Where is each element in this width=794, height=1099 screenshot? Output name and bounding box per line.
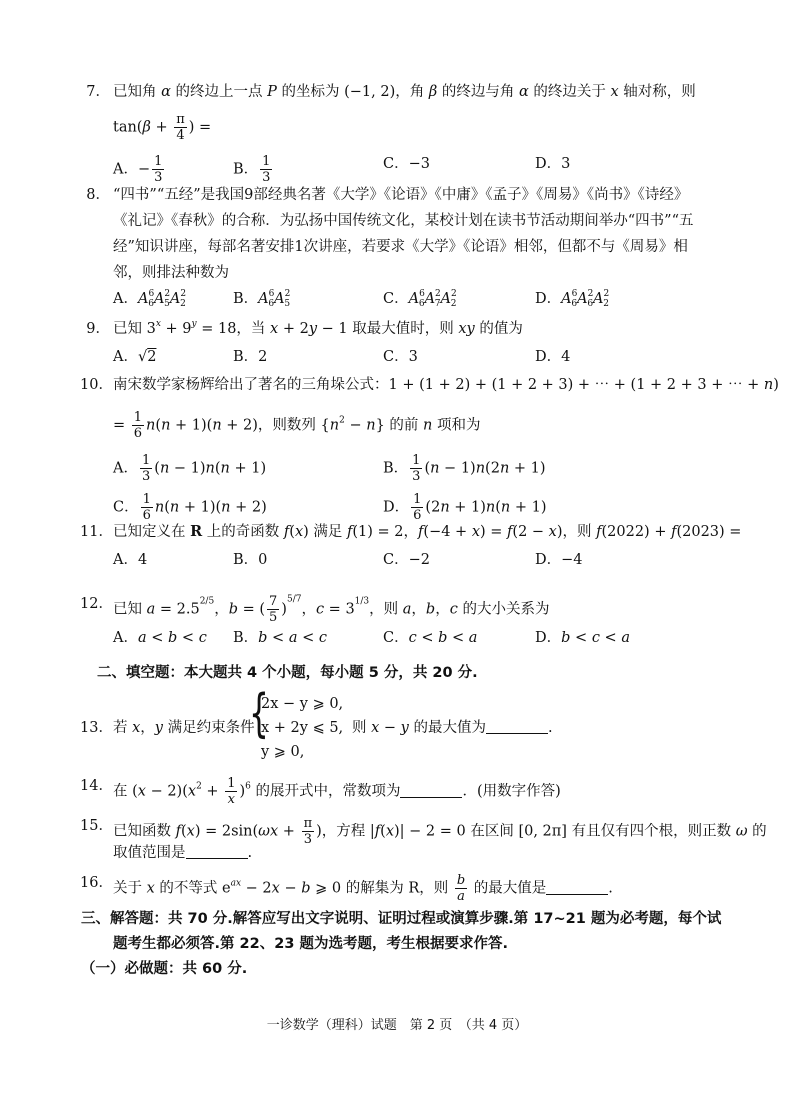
question-stem: 在 $(x - 2)(x^2$ + $\frac{1}{x}$ )$^6$ 的展开式中，常数项为 ．(用数字作答) — [113, 776, 561, 807]
constraint-2: x + 2y ⩽ 5, — [261, 720, 344, 736]
question-stem-line: 邻，则排法种数为 — [113, 265, 229, 281]
question-stem-line: 取值范围是 — [113, 845, 186, 861]
option-d: D． $\frac{1}{6}$ (2n + 1)n(n + 1) — [383, 492, 547, 523]
question-stem: 关于 x 的不等式 $e^{ax} - 2x - b$ ⩾ 0 的解集为 R，则 $\frac{b}{a}$ 的最大值是 . — [113, 873, 613, 904]
question-stem: 已知函数 f(x) = 2sin(ωx + $\frac{\pi}{3}$ )，方程 |f(x)| − 2 = 0 在区间 [0, 2π] 有且仅有四个根，则正数 ω 的 — [113, 816, 767, 847]
answer-blank[interactable] — [486, 719, 548, 734]
question-stem: 已知 $a = 2.5^{2/5}$，b = ( $\frac{7}{5}$ )$^{5/7}$，$c = 3^{1/3}$，则 a，b，c 的大小关系为 — [113, 594, 550, 625]
question-stem: 已知定义在 R 上的奇函数 f(x) 满足 f(1) = 2，f(−4 + x) = f(2 − x)，则 f(2022) + f(2023) = — [113, 523, 742, 540]
question-stem-line: “四书”“五经”是我国9部经典名著《大学》《论语》《中庸》《孟子》《周易》《尚书》《诗经》 — [113, 187, 689, 203]
period: . — [247, 845, 253, 861]
question-stem-line: 《礼记》《春秋》的合称．为弘扬中国传统文化，某校计划在读书节活动期间举办“四书”“五 — [113, 213, 694, 229]
option-a: A．4 — [113, 552, 148, 568]
option-a: A．− $\frac{1}{3}$ — [113, 154, 163, 185]
question-number: 11． — [80, 524, 113, 540]
option-d: D．−4 — [535, 552, 583, 568]
question-stem: 南宋数学家杨辉给出了著名的三角垛公式：1 + (1 + 2) + (1 + 2 + 3) + ⋯ + (1 + 2 + 3 + ⋯ + n) — [113, 377, 779, 393]
option-c: C．−3 — [383, 156, 430, 172]
option-d: D．$A^6_6A^2_6A^2_2$ — [535, 289, 610, 309]
option-d: D．3 — [535, 156, 571, 172]
question-number: 12． — [80, 596, 113, 612]
option-a: A．$A^6_6A^2_5A^2_2$ — [113, 289, 187, 309]
section-heading-answer-2: 题考生都必须答.第 22、23 题为选考题，考生根据要求作答. — [113, 936, 508, 952]
option-d: D．4 — [535, 349, 571, 365]
option-a: A．√2 — [113, 349, 157, 365]
option-a: A． $\frac{1}{3}$ (n − 1)n(n + 1) — [113, 453, 267, 484]
question-number: 8． — [86, 187, 110, 203]
question-stem-post: 则 x − y 的最大值为 . — [352, 720, 553, 736]
option-b: B． $\frac{1}{3}$ — [233, 154, 271, 185]
page-footer: 一诊数学（理科）试题 第 2 页 （共 4 页） — [266, 1018, 528, 1033]
question-stem: 若 x，y 满足约束条件 — [113, 720, 255, 736]
answer-blank[interactable] — [400, 783, 462, 798]
constraint-3: y ⩾ 0, — [261, 744, 305, 760]
option-b: B．$A^6_6A^2_5$ — [233, 289, 291, 309]
question-number: 9． — [86, 321, 110, 337]
option-b: B． $\frac{1}{3}$ (n − 1)n(2n + 1) — [383, 453, 546, 484]
option-c: C．−2 — [383, 552, 430, 568]
question-number: 15． — [80, 818, 113, 834]
option-c: C．$A^6_6A^2_7A^2_2$ — [383, 289, 457, 309]
constraint-1: 2x − y ⩾ 0, — [261, 696, 344, 712]
question-number: 10． — [80, 377, 113, 393]
option-b: B．b < a < c — [233, 630, 327, 646]
question-stem: 已知 $3^x + 9^y = 18$，当 x + 2y − 1 取最大值时，则 xy 的值为 — [113, 319, 523, 337]
question-number: 16． — [80, 875, 113, 891]
section-heading-answer: 三、解答题：共 70 分.解答应写出文字说明、证明过程或演算步骤.第 17~21 题为必考题，每个试 — [81, 911, 722, 927]
question-stem: 已知角 α 的终边上一点 P 的坐标为 (−1, 2)，角 β 的终边与角 α 的终边关于 x 轴对称，则 — [113, 84, 696, 100]
option-b: B．2 — [233, 349, 268, 365]
answer-blank[interactable] — [546, 880, 608, 895]
option-a: A．a < b < c — [113, 630, 207, 646]
question-hint: ．(用数字作答) — [462, 783, 561, 800]
option-c: C． $\frac{1}{6}$ n(n + 1)(n + 2) — [113, 492, 267, 523]
brace-icon: { — [249, 684, 269, 744]
option-b: B．0 — [233, 552, 268, 568]
option-c: C．c < b < a — [383, 630, 478, 646]
question-number: 13． — [80, 720, 113, 736]
section-subheading-required: （一）必做题：共 60 分. — [81, 961, 248, 977]
question-stem-line: 经”知识讲座，每部名著安排1次讲座，若要求《大学》《论语》相邻，但都不与《周易》相 — [113, 239, 688, 255]
option-c: C．3 — [383, 349, 418, 365]
exam-page: 7． 已知角 α 的终边上一点 P 的坐标为 (−1, 2)，角 β 的终边与角 α 的终边关于 x 轴对称，则 tan(β + $\frac{\pi}{4}$ ) = A．− $\frac{1}{3}$ B． $\frac{1}{3}$ C．−3 D．3 8． “四书”“五经”是我国9部经典名著《大学》《论语》《中庸》《孟子》《周易》《尚书》《诗经》 《礼记》《春秋》的合称．为弘扬中国传统文化，某校计划在读书节活动期间举办“四书”“五 经”知识讲座，每部名著安排1次讲座，若要求《大学》《论语》相邻，但都不与《周易》相 邻，则排法种数为 A．$A^6_6A^2_5A^2_2$ B．$A^6_6A^2_5$ C．$A^6_6A^2_7A^2_2$ D．$A^6_6A^2_6A^2_2$ 9． 已知 $3^x + 9^y = 18$，当 x + 2y − 1 取最大值时，则 xy 的值为 A．√2 B．2 C．3 D．4 10． 南宋数学家杨辉给出了著名的三角垛公式：1 + (1 + 2) + (1 + 2 + 3) + ⋯ + (1 + 2 + 3 + ⋯ + n) = $\frac{1}{6}$ n(n + 1)(n + 2)，则数列 $\{n^2 - n\}$ 的前 n 项和为 A． $\frac{1}{3}$ (n − 1)n(n + 1) B． $\frac{1}{3}$ (n − 1)n(2n + 1) C． $\frac{1}{6}$ n(n + 1)(n + 2) D． $\frac{1}{6}$ (2n + 1)n(n + 1) 11． 已知定义在 R 上的奇函数 f(x) 满足 f(1) = 2，f(−4 + x) = f(2 − x)，则 f(2022) + f(2023) = A．4 B．0 C．−2 D．−4 12． 已知 $a = 2.5^{2/5}$，b = ( $\frac{7}{5}$ )$^{5/7}$，$c = 3^{1/3}$，则 a，b，c 的大小关系为 A．a < b < c B．b < a < c C．c < b < a D．b < c < a 二、填空题：本大题共 4 个小题，每小题 5 分，共 20 分. 2x − y ⩾ 0, { 13． 若 x，y 满足约束条件 x + 2y ⩽ 5, 则 x − y 的最大值为 . y ⩾ 0, 14． 在 $(x - 2)(x^2$ + $\frac{1}{x}$ )$^6$ 的展开式中，常数项为 ．(用数字作答) 15． 已知函数 f(x) = 2sin(ωx + $\frac{\pi}{3}$ )，方程 |f(x)| − 2 = 0 在区间 [0, 2π] 有且仅有四个根，则正数 ω 的 取值范围是 . 16． 关于 x 的不等式 $e^{ax} - 2x - b$ ⩾ 0 的解集为 R，则 $\frac{b}{a}$ 的最大值是 . 三、解答题：共 70 分.解答应写出文字说明、证明过程或演算步骤.第 17~21 题为必考题，每个试 题考生都必须答.第 22、23 题为选考题，考生根据要求作答. （一）必做题：共 60 分. 一诊数学（理科）试题 第 2 页 （共 4 页） — [0, 0, 794, 1099]
question-number: 14． — [80, 778, 113, 794]
question-number: 7． — [86, 84, 110, 100]
option-d: D．b < c < a — [535, 630, 630, 646]
answer-blank[interactable] — [186, 844, 248, 859]
section-heading-fill-in: 二、填空题：本大题共 4 个小题，每小题 5 分，共 20 分. — [97, 665, 478, 681]
